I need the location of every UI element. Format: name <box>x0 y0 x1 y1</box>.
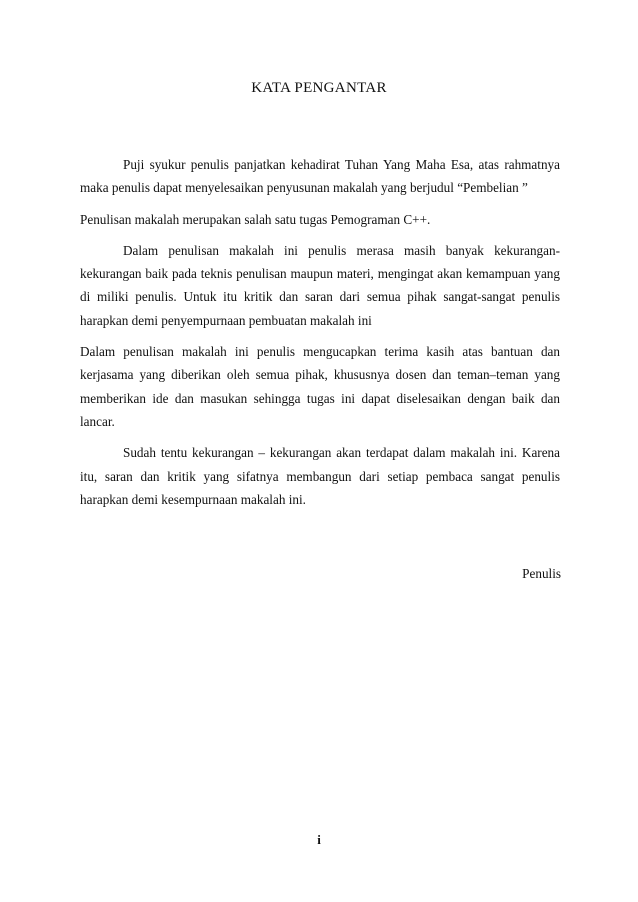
paragraph-assignment: Penulisan makalah merupakan salah satu tugas Pemograman C++. <box>80 211 431 227</box>
page-number: i <box>317 832 321 847</box>
paragraph-closing: Sudah tentu kekurangan – kekurangan akan terdapat dalam makalah ini. Karena itu, saran dan kritik yang sifatnya membangun dari setiap pembaca sangat penulis harapkan demi kesempurnaan makalah ini. <box>80 445 560 507</box>
page-title: KATA PENGANTAR <box>251 80 387 96</box>
document-body <box>80 153 560 519</box>
paragraph-shortcomings: Dalam penulisan makalah ini penulis merasa masih banyak kekurangan-kekurangan baik pada teknis penulisan maupun materi, mengingat akan kemampuan yang di miliki penulis. Untuk itu kritik dan saran dari semua pihak sangat-sangat penulis harapkan demi penyempurnaan pembuatan makalah ini <box>80 242 560 328</box>
paragraph-gratitude: Puji syukur penulis panjatkan kehadirat Tuhan Yang Maha Esa, atas rahmatnya maka penulis dapat menyelesaikan penyusunan makalah yang berjudul “Pembelian ” <box>80 157 560 196</box>
paragraph-thanks: Dalam penulisan makalah ini penulis mengucapkan terima kasih atas bantuan dan kerjasama yang diberikan oleh semua pihak, khususnya dosen dan teman–teman yang memberikan ide dan masukan sehingga tugas ini dapat diselesaikan dengan baik dan lancar. <box>80 344 560 429</box>
signature: Penulis <box>522 566 561 581</box>
